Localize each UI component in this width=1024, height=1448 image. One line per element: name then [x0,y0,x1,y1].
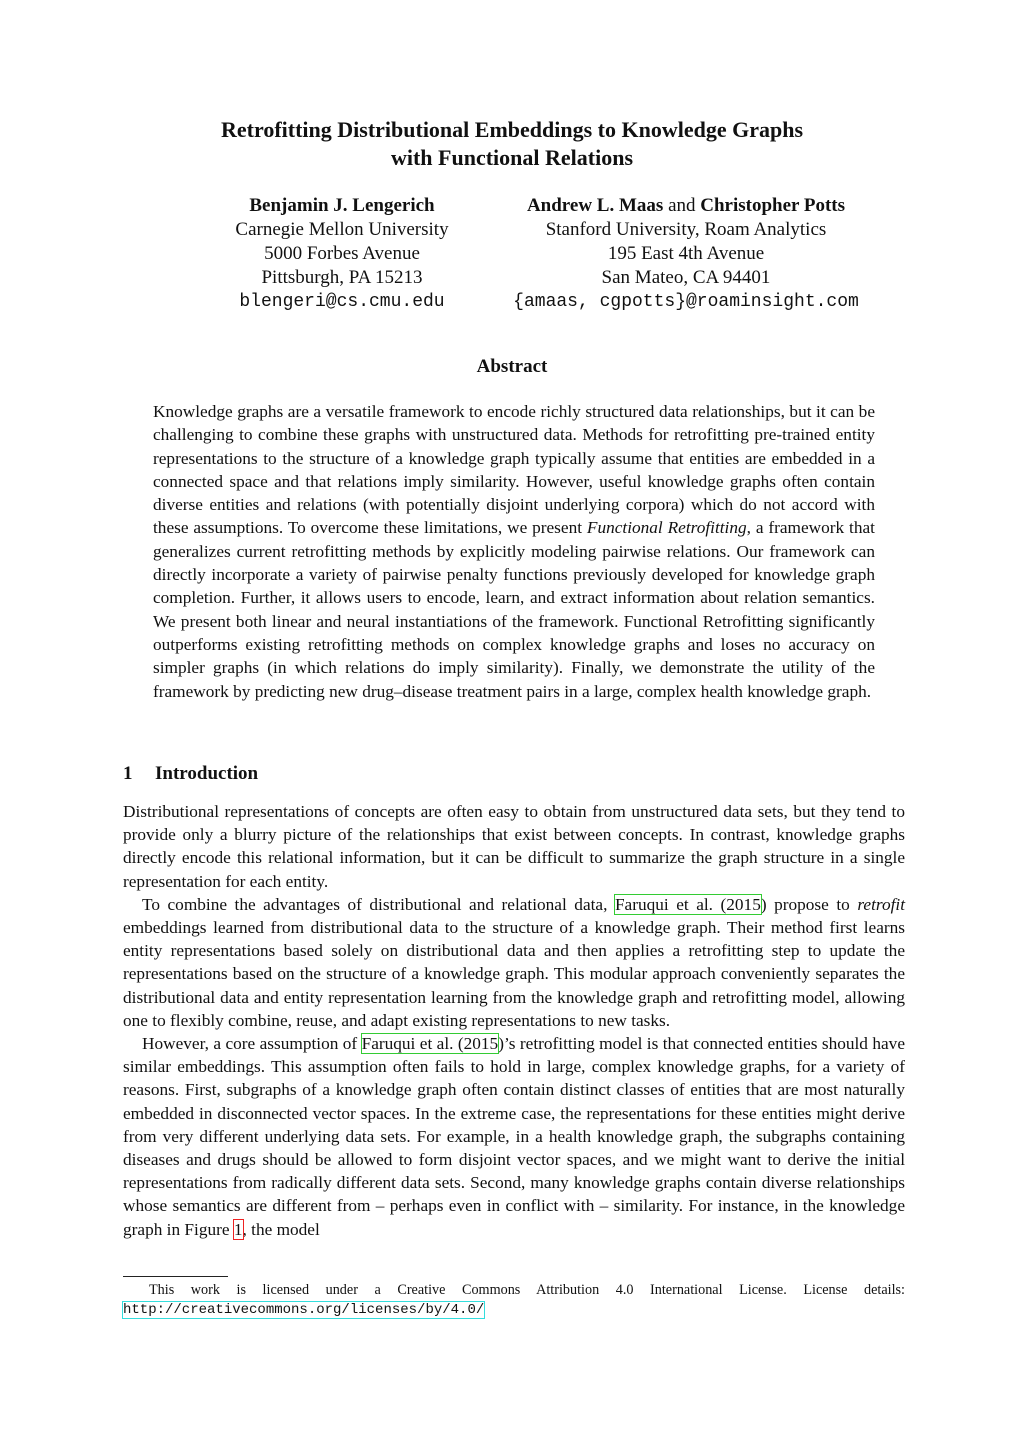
paragraph-3-text-a: However, a core assumption of [142,1034,362,1054]
author-address-city: San Mateo, CA 94401 [601,267,771,288]
footnote [123,1281,905,1320]
author-name-maas: Andrew L. Maas [526,195,664,216]
abstract-heading: Abstract [476,356,548,377]
author-and: and [668,195,696,216]
license-url-link[interactable]: http://creativecommons.org/licenses/by/4.0/ [123,1302,485,1318]
paragraph-3-text-b: )’s retrofitting model is that connected entities should have similar embeddings. This assumption often fails to hold in large, complex knowledge graphs, for a variety of reasons. First, subgraphs of a knowledge graph often contain distinct classes of entities that are most naturally embedded in disconnected vector spaces. In the extreme case, the representations for these entities might derive from very different underlying data sets. For example, in a health knowledge graph, the subgraphs containing diseases and drugs should be allowed to form disjoint vector spaces, and we might want to derive the initial representations from radically different data sets. Second, many knowledge graphs contain diverse relationships whose semantics are different from – perhaps even in conflict with – similarity. For instance, in the knowledge graph in Figure [123,1034,905,1239]
section-heading-introduction [123,763,258,785]
footnote-rule [123,1276,228,1277]
author-block-left [216,194,468,314]
paragraph-2-text-a: To combine the advantages of distributional and relational data, [142,894,615,914]
abstract-body [153,400,875,703]
figure-reference-link[interactable]: 1 [233,1219,243,1239]
paragraph-2-emphasis: retrofit [857,894,906,914]
title-line-1: Retrofitting Distributional Embeddings to Knowledge Graphs [220,117,804,142]
author-affiliation: Carnegie Mellon University [235,219,449,240]
author-address-street: 5000 Forbes Avenue [264,243,420,264]
abstract-text-2: , a framework that generalizes current retrofitting methods by explicitly modeling pairwise relations. Our framework can directly incorporate a variety of pairwise penalty functions previously developed for knowledge graph completion. Further, it allows users to encode, learn, and extract information about relation semantics. We present both linear and neural instantiations of the framework. Functional Retrofitting significantly outperforms existing retrofitting methods on complex knowledge graphs and loses no accuracy on simpler graphs (in which relations do imply similarity). Finally, we demonstrate the utility of the framework by predicting new drug–disease treatment pairs in a large, complex health knowledge graph. [153,518,875,701]
author-name: Benjamin J. Lengerich [249,195,435,216]
paragraph-2-text-b: ) propose to [760,894,858,914]
paragraph-2 [123,893,905,1032]
paragraph-2-text-c: embeddings learned from distributional data to the structure of a knowledge graph. Their method first learns entity representations based solely on distributional data and then applies a retrofitting step to update the representations based on the structure of a knowledge graph. This modular approach conveniently separates the distributional data and entity representation learning from the knowledge graph and retrofitting model, allowing one to flexibly combine, reuse, and adapt existing representations to new tasks. [123,918,905,1030]
footnote-text: This work is licensed under a Creative Commons Attribution 4.0 International License. License details: [149,1282,905,1298]
author-block-right [486,194,886,314]
title-line-2: with Functional Relations [390,145,634,170]
author-names-line [486,194,886,218]
section-number: 1 [123,763,133,784]
paragraph-3-text-c: , the model [242,1219,320,1239]
author-address-city: Pittsburgh, PA 15213 [261,267,423,288]
paper-title [0,116,1024,172]
paragraph-3 [123,1032,905,1241]
citation-link-faruqui[interactable]: Faruqui et al. (2015 [614,894,761,914]
citation-link-faruqui[interactable]: Faruqui et al. (2015 [361,1034,499,1054]
author-email: {amaas, cgpotts}@roaminsight.com [513,292,859,312]
abstract-emphasis: Functional Retrofitting [586,518,747,538]
paragraph-1: Distributional representations of concepts are often easy to obtain from unstructured data sets, but they tend to provide only a blurry picture of the relationships that exist between concepts. In contrast, knowledge graphs directly encode this relational information, but it can be difficult to summarize the graph structure in a single representation for each entity. [123,802,905,891]
abstract-text-1: Knowledge graphs are a versatile framework to encode richly structured data relationships, but it can be challenging to combine these graphs with unstructured data. Methods for retrofitting pre-trained entity representations to the structure of a knowledge graph typically assume that entities are embedded in a connected space and that relations imply similarity. However, useful knowledge graphs often contain diverse entities and relations (with potentially disjoint underlying corpora) which do not accord with these assumptions. To overcome these limitations, we present [153,402,875,538]
introduction-body [123,800,905,1241]
author-address-street: 195 East 4th Avenue [607,243,765,264]
section-title: Introduction [155,763,259,784]
author-email: blengeri@cs.cmu.edu [239,292,445,312]
author-name-potts: Christopher Potts [700,195,846,216]
author-affiliation: Stanford University, Roam Analytics [545,219,827,240]
